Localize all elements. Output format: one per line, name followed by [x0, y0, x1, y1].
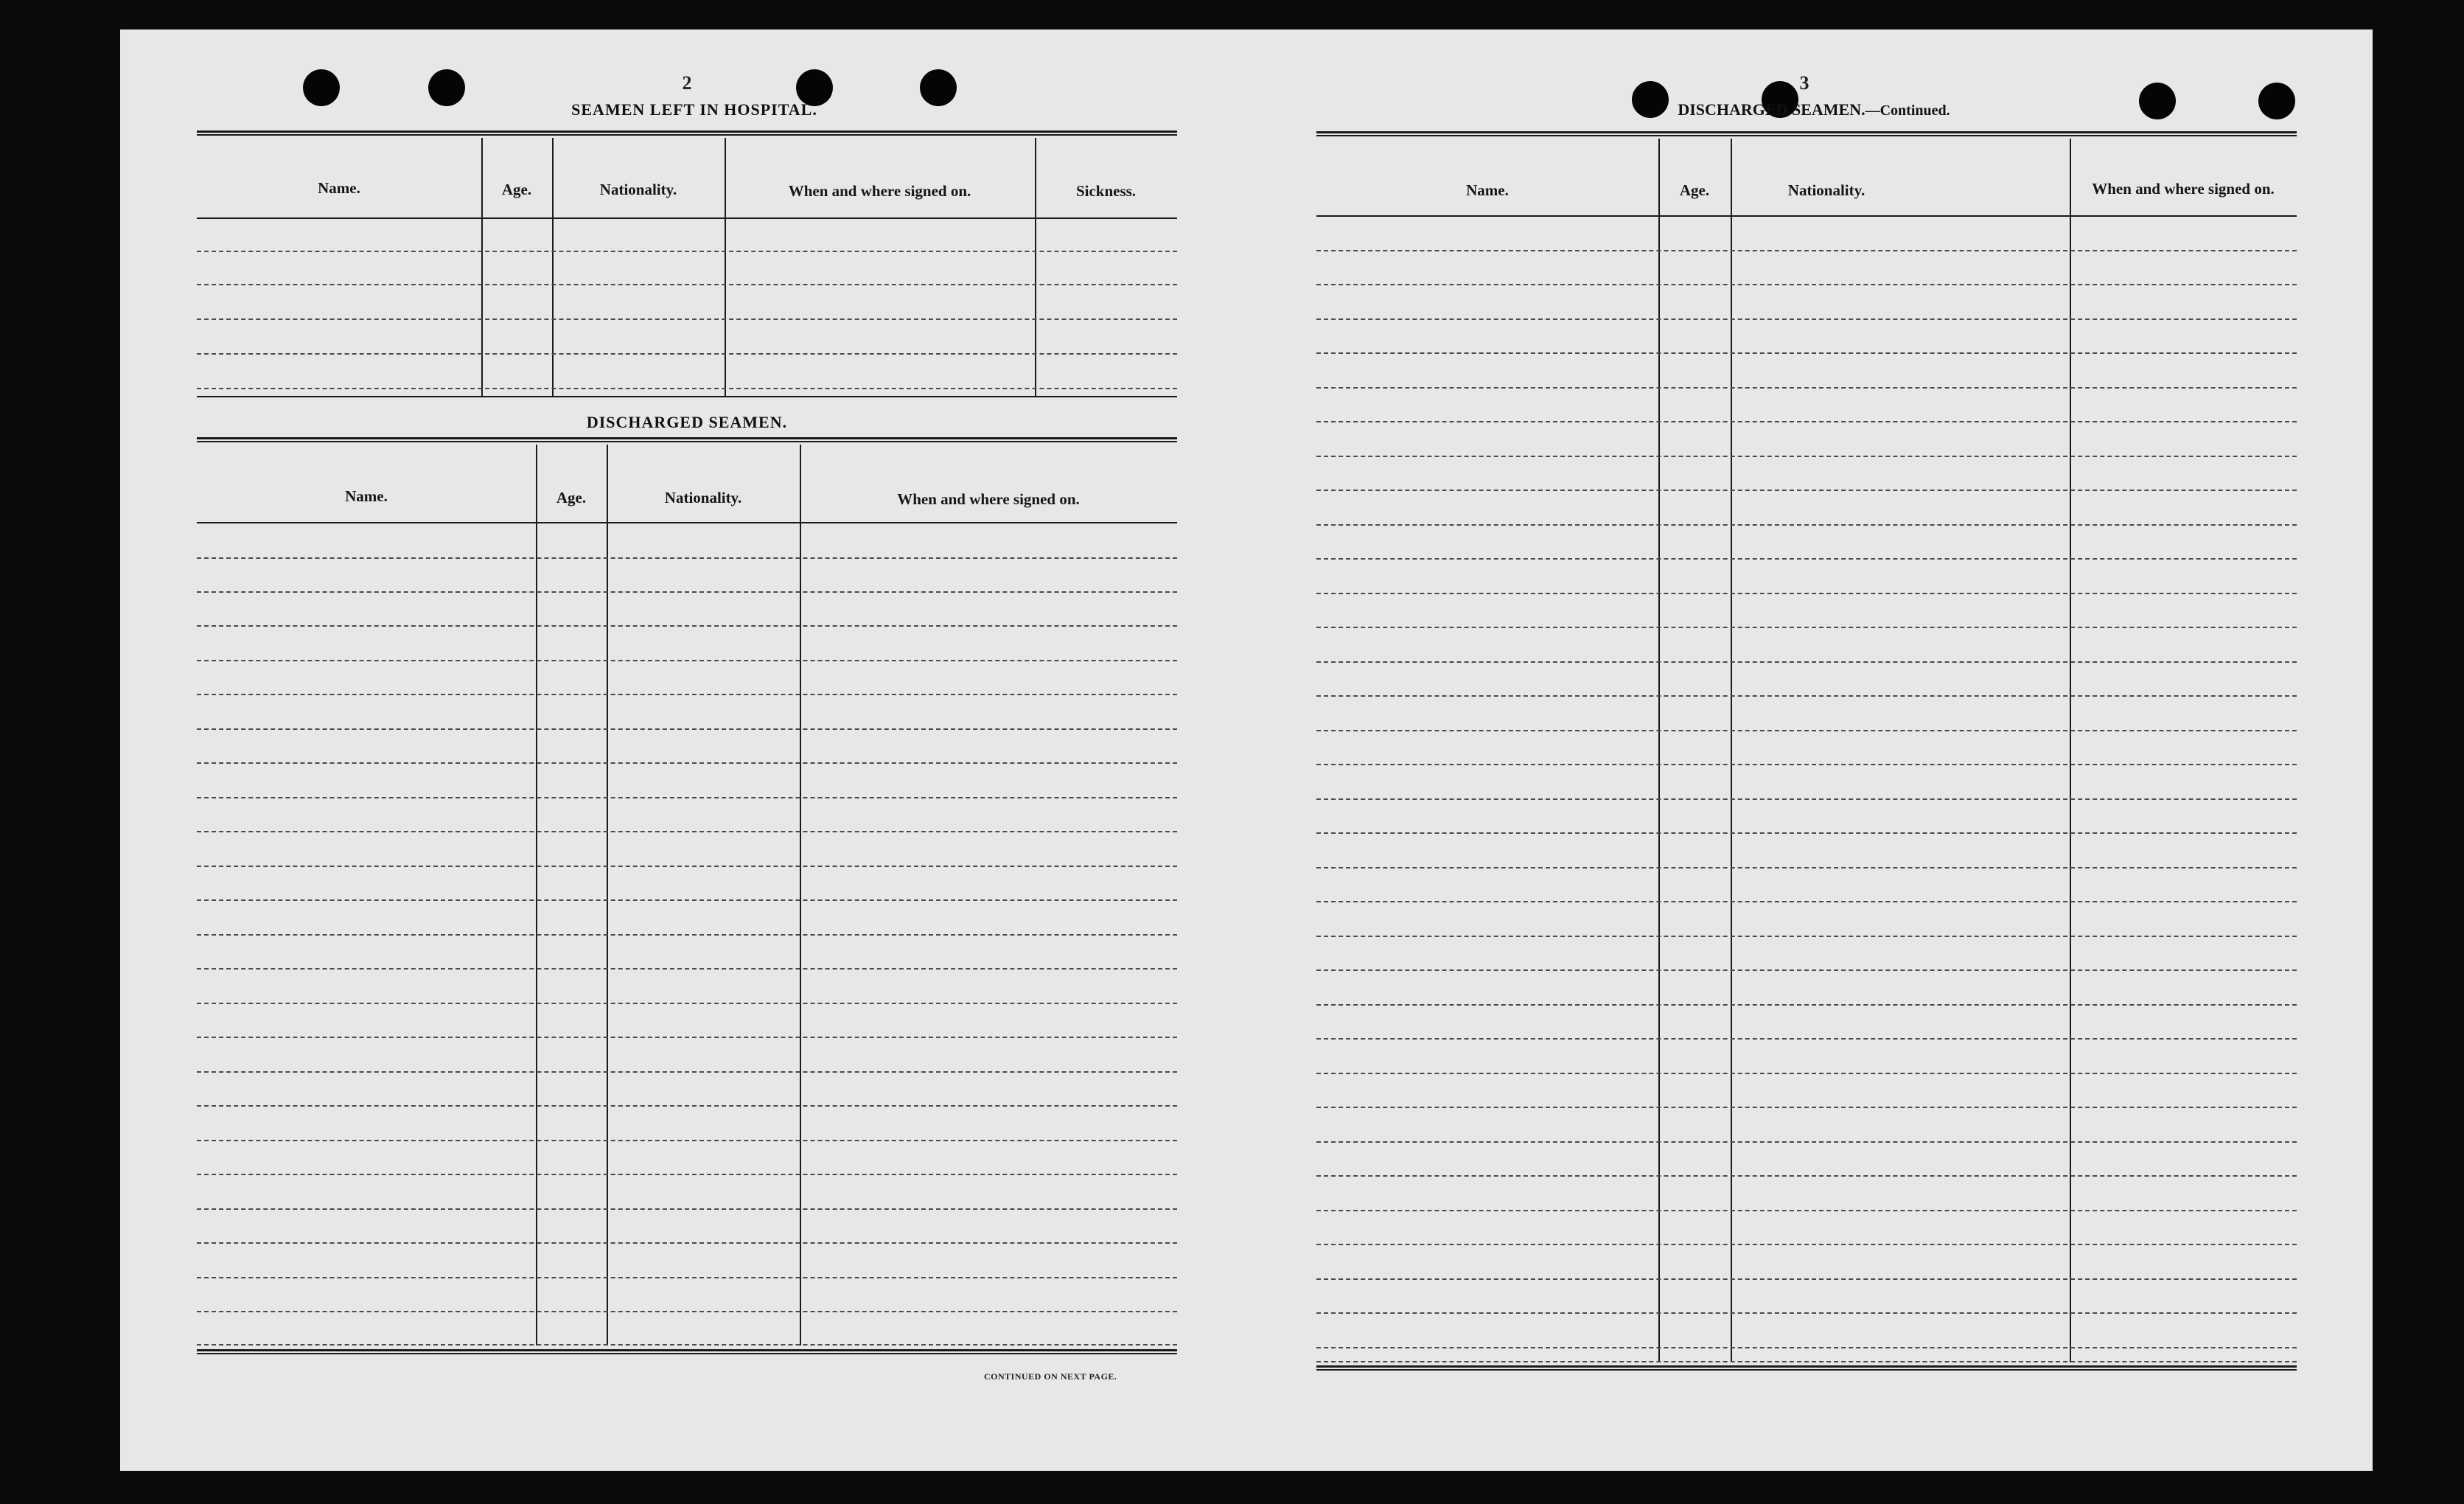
page-number: 3 — [1799, 72, 1809, 94]
entry-line — [197, 899, 1177, 901]
entry-line — [197, 762, 1177, 764]
column-header-sickness: Sickness. — [1075, 182, 1137, 200]
entry-line — [1316, 1361, 2297, 1362]
continued-note: CONTINUED ON NEXT PAGE. — [984, 1371, 1117, 1382]
entry-line — [197, 1037, 1177, 1038]
entry-line — [197, 591, 1177, 593]
column-header-age: Age. — [556, 489, 587, 506]
entry-line — [197, 660, 1177, 661]
right-page — [1316, 29, 2297, 1471]
entry-line — [1316, 832, 2297, 834]
entry-line — [1316, 798, 2297, 800]
entry-line — [197, 934, 1177, 936]
entry-line — [197, 1277, 1177, 1278]
entry-line — [1316, 318, 2297, 320]
entry-line — [1316, 936, 2297, 937]
entry-line — [1316, 1244, 2297, 1245]
discharged-table — [197, 437, 1177, 1403]
entry-line — [197, 1003, 1177, 1004]
entry-line — [1316, 1038, 2297, 1040]
entry-line — [1316, 867, 2297, 868]
entry-line — [197, 694, 1177, 695]
column-header-age: Age. — [1679, 181, 1710, 199]
entry-line — [1316, 1175, 2297, 1177]
entry-line — [197, 1071, 1177, 1073]
entry-line — [197, 353, 1177, 355]
entry-line — [1316, 284, 2297, 285]
entry-line — [1316, 490, 2297, 491]
entry-line — [197, 1174, 1177, 1175]
entry-line — [197, 388, 1177, 389]
hospital-table — [197, 130, 1177, 434]
entry-line — [1316, 1004, 2297, 1006]
entry-line — [1316, 627, 2297, 628]
column-header-nationality: Nationality. — [1787, 181, 1866, 199]
column-header-signed-on: When and where signed on. — [788, 182, 971, 200]
entry-line — [1316, 1141, 2297, 1143]
entry-line — [1316, 352, 2297, 354]
entry-line — [1316, 764, 2297, 765]
entry-line — [197, 797, 1177, 798]
entry-line — [1316, 695, 2297, 697]
entry-line — [1316, 730, 2297, 731]
discharged-continued-table — [1316, 131, 2297, 1407]
entry-line — [197, 284, 1177, 285]
entry-line — [1316, 558, 2297, 560]
entry-line — [197, 1311, 1177, 1312]
entry-line — [197, 1344, 1177, 1345]
discharged-continued-title — [1316, 100, 2297, 119]
entry-line — [197, 251, 1177, 252]
column-header-signed-on: When and where signed on. — [2092, 180, 2275, 198]
column-header-name: Name. — [345, 487, 388, 505]
entry-line — [1316, 1107, 2297, 1108]
entry-line — [1316, 250, 2297, 251]
entry-line — [197, 318, 1177, 320]
entry-line — [1316, 969, 2297, 971]
entry-line — [1316, 661, 2297, 663]
column-header-nationality: Nationality. — [599, 181, 677, 198]
entry-line — [1316, 1073, 2297, 1074]
document-sheet — [120, 29, 2373, 1471]
entry-line — [197, 625, 1177, 627]
column-header-name: Name. — [318, 179, 360, 197]
column-header-name: Name. — [1466, 181, 1509, 199]
entry-line — [1316, 421, 2297, 422]
hospital-section-title: SEAMEN LEFT IN HOSPITAL. — [571, 100, 817, 119]
entry-line — [1316, 1347, 2297, 1348]
entry-line — [1316, 456, 2297, 457]
entry-line — [197, 968, 1177, 969]
entry-line — [197, 1208, 1177, 1210]
entry-line — [1316, 387, 2297, 389]
section-title-suffix: —Continued. — [1865, 102, 1950, 119]
column-header-nationality: Nationality. — [664, 489, 742, 506]
entry-line — [1316, 901, 2297, 902]
entry-line — [197, 557, 1177, 559]
entry-line — [197, 866, 1177, 867]
entry-line — [197, 1105, 1177, 1107]
page-number: 2 — [682, 72, 692, 94]
entry-line — [1316, 1278, 2297, 1280]
column-header-signed-on: When and where signed on. — [897, 490, 1080, 508]
discharged-section-title: DISCHARGED SEAMEN. — [586, 413, 788, 431]
entry-line — [1316, 593, 2297, 594]
section-title-text: DISCHARGED SEAMEN. — [1678, 100, 1866, 119]
entry-line — [1316, 1210, 2297, 1211]
left-page — [197, 29, 1177, 1471]
entry-line — [1316, 1312, 2297, 1314]
entry-line — [1316, 524, 2297, 526]
entry-line — [197, 831, 1177, 832]
entry-line — [197, 728, 1177, 730]
entry-line — [197, 1140, 1177, 1141]
column-header-age: Age. — [501, 181, 532, 198]
entry-line — [197, 1242, 1177, 1244]
